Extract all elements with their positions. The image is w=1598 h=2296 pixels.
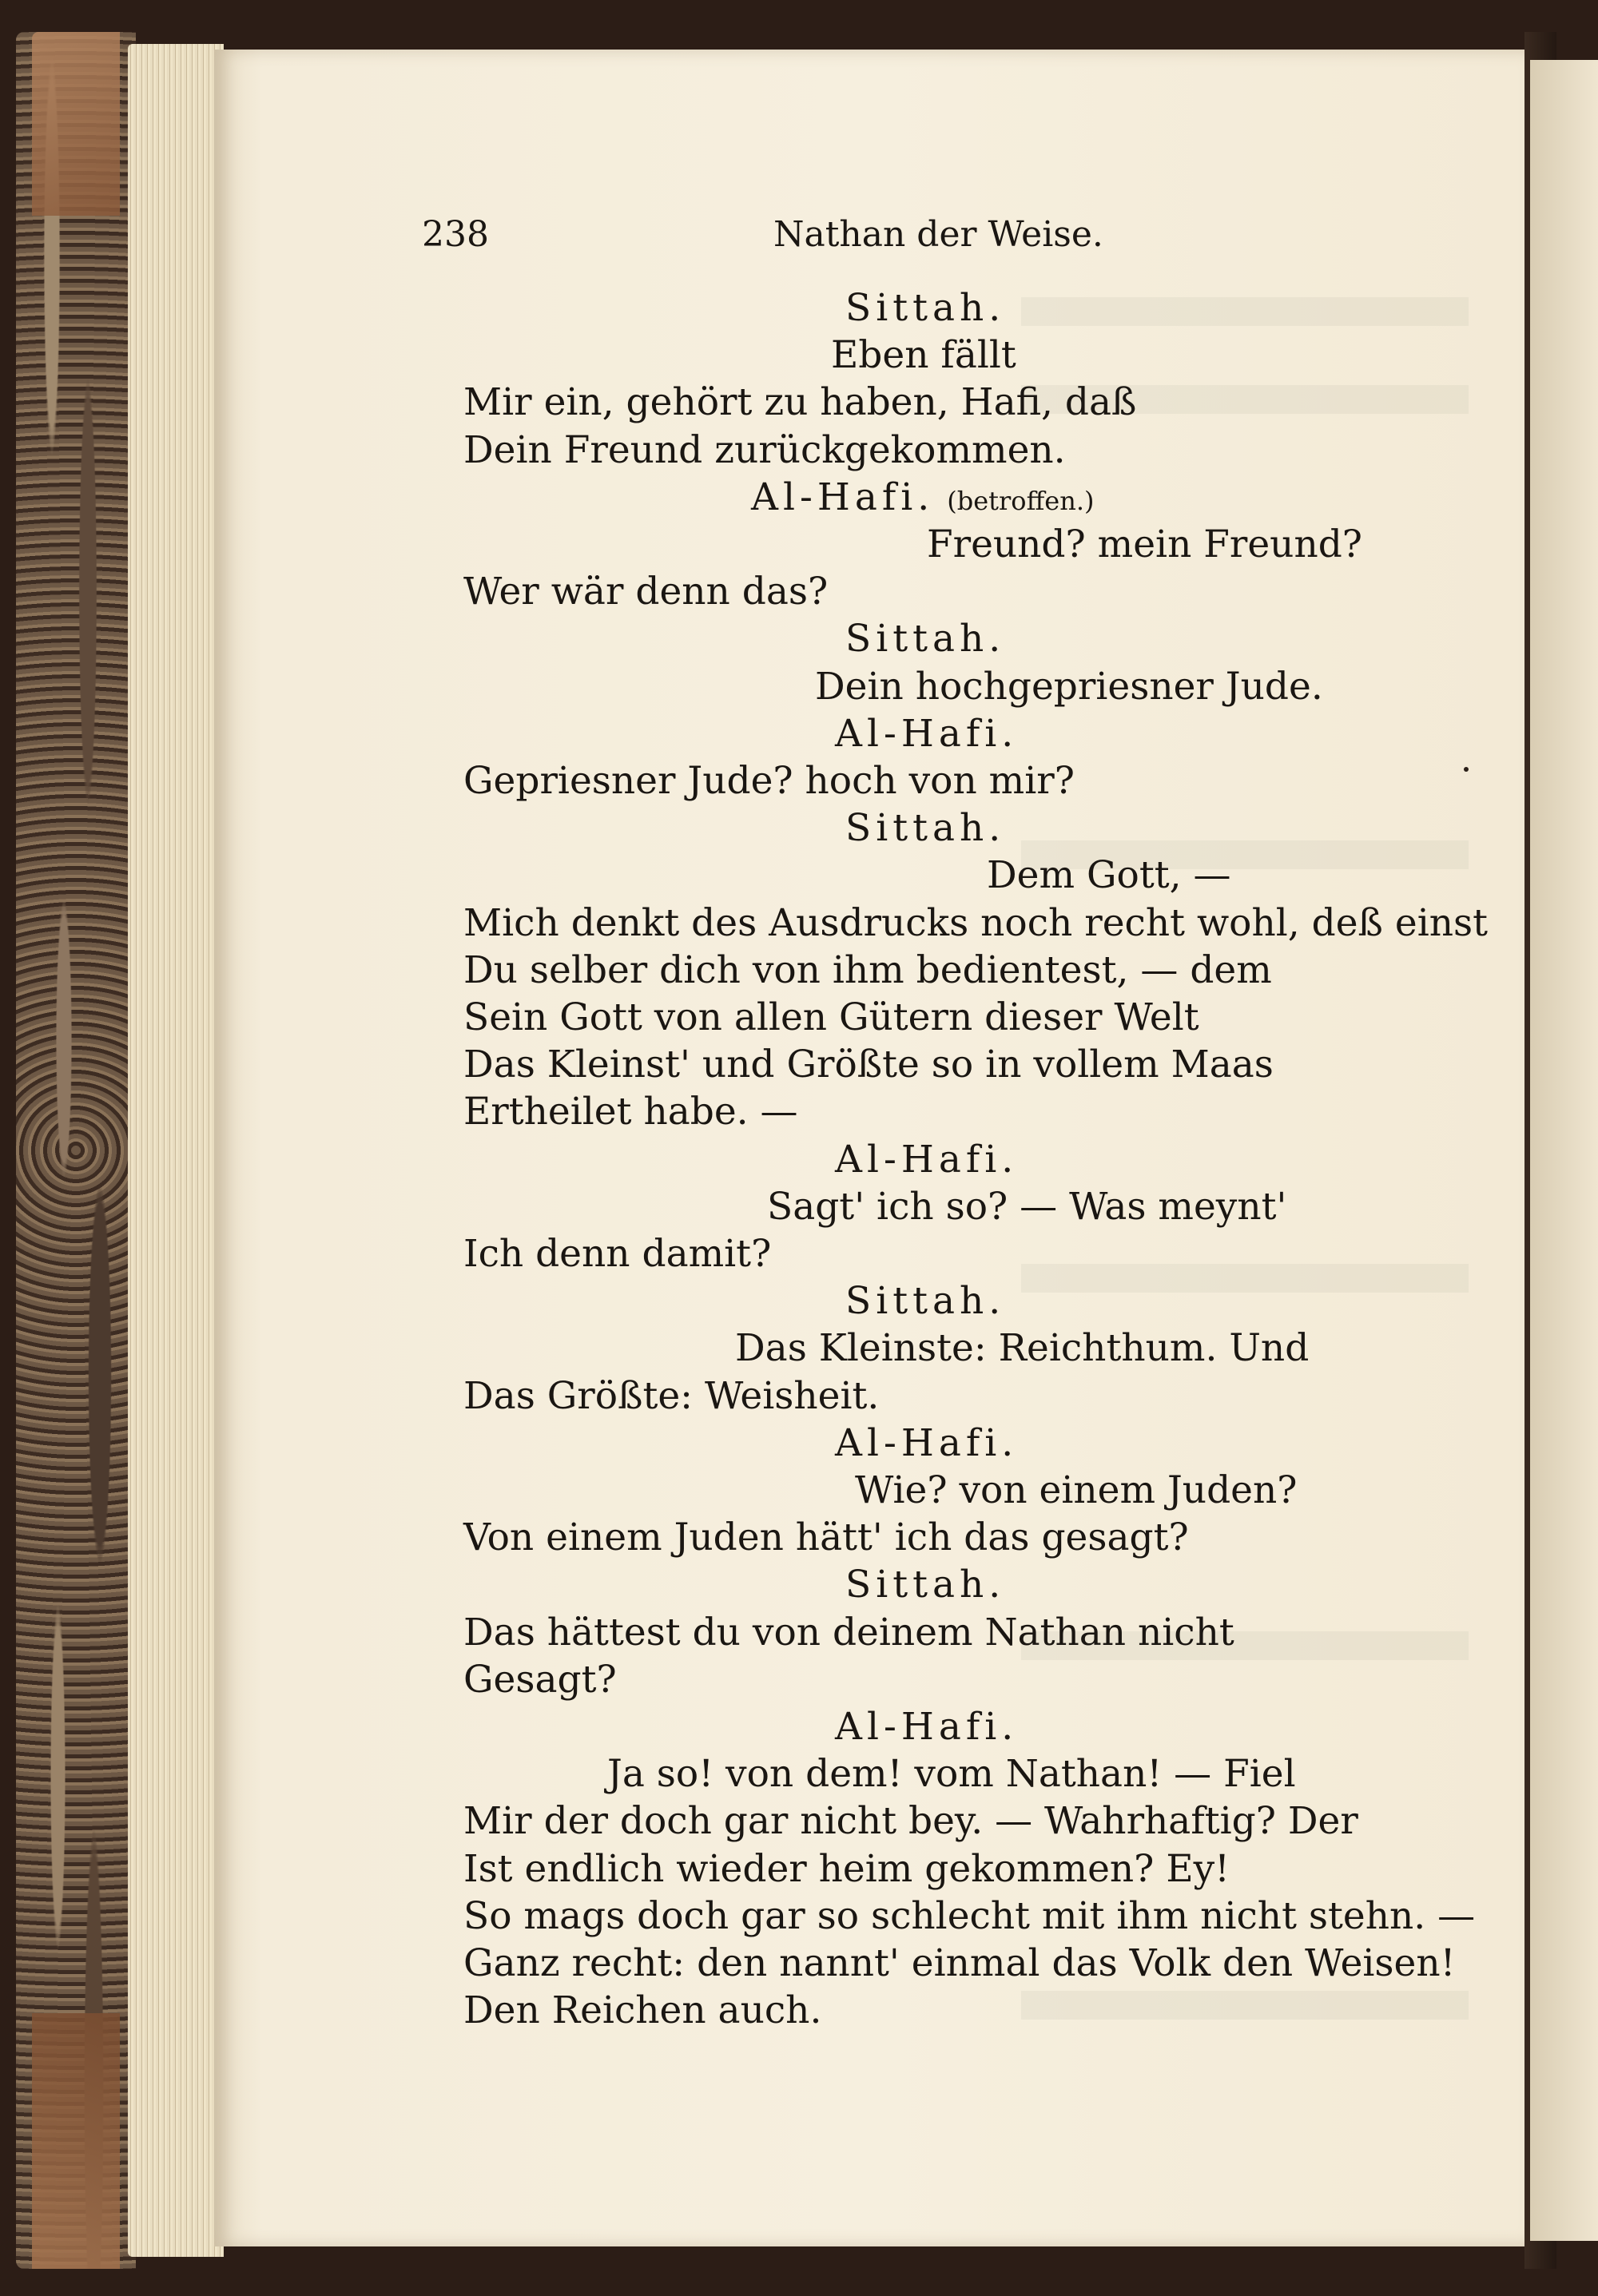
- bleed-through: [1021, 1991, 1469, 2020]
- page-number: 238: [422, 214, 489, 255]
- verse-line: [463, 995, 1199, 1039]
- line-text: Sein Gott von allen Gütern dieser Welt: [463, 995, 1199, 1039]
- line-text: Wie? von einem Juden?: [855, 1468, 1298, 1512]
- line-text: Sittah.: [845, 286, 1006, 330]
- line-text: Sittah.: [845, 617, 1006, 661]
- speaker-name: [835, 1420, 1019, 1465]
- line-text: Dem Gott, —: [987, 853, 1231, 898]
- verse-line: [767, 1184, 1287, 1229]
- line-text: Gesagt?: [463, 1657, 617, 1702]
- speaker-name: [835, 1705, 1019, 1749]
- verse-line: [463, 1090, 798, 1134]
- speaker-name: [835, 1137, 1019, 1182]
- stage-direction: (betroffen.): [947, 485, 1095, 516]
- verse-line: [463, 427, 1066, 472]
- verse-line: [927, 522, 1362, 566]
- line-text: Al-Hafi.: [835, 1137, 1019, 1182]
- verse-line: [855, 1468, 1298, 1512]
- speaker-name: [751, 475, 1095, 519]
- verse-line: [463, 1373, 880, 1418]
- line-text: Mir der doch gar nicht bey. — Wahrhaftig? Der: [463, 1799, 1358, 1844]
- line-text: Wer wär denn das?: [463, 570, 829, 614]
- verse-line: [463, 947, 1272, 992]
- ink-speck: [1464, 767, 1469, 772]
- line-text: Freund? mein Freund?: [927, 522, 1362, 566]
- verse-line: [463, 1515, 1189, 1560]
- verse-line: [463, 380, 1137, 425]
- bleed-through: [1021, 1264, 1469, 1293]
- verse-line: [463, 1988, 822, 2033]
- line-text: Das Größte: Weisheit.: [463, 1373, 880, 1418]
- line-text: Von einem Juden hätt' ich das gesagt?: [463, 1515, 1189, 1560]
- verse-line: [463, 1043, 1274, 1087]
- bleed-through: [1021, 297, 1469, 326]
- verse-line: [987, 853, 1231, 898]
- verse-line: [815, 664, 1323, 709]
- line-text: Mich denkt des Ausdrucks noch recht wohl, deß einst: [463, 900, 1489, 945]
- line-text: Das Kleinst' und Größte so in vollem Maas: [463, 1043, 1274, 1087]
- speaker-name: [845, 1563, 1006, 1607]
- speaker-name: [835, 711, 1019, 756]
- line-text: Al-Hafi.: [835, 1705, 1019, 1749]
- speaker-name: [845, 806, 1006, 851]
- line-text: Ganz recht: den nannt' einmal das Volk den Weisen!: [463, 1941, 1456, 1985]
- verse-line: [831, 333, 1016, 378]
- line-text: So mags doch gar so schlecht mit ihm nicht stehn. —: [463, 1893, 1476, 1938]
- line-text: Eben fällt: [831, 333, 1016, 378]
- line-text: Den Reichen auch.: [463, 1988, 822, 2033]
- verse-line: [463, 1610, 1234, 1654]
- verse-line: [735, 1326, 1310, 1371]
- line-text: Dein Freund zurückgekommen.: [463, 427, 1066, 472]
- cover-leather-corner-bottom: [32, 2013, 120, 2269]
- line-text: Ja so! von dem! vom Nathan! — Fiel: [607, 1752, 1296, 1797]
- line-text: Al-Hafi.: [835, 1420, 1019, 1465]
- line-text: Sittah.: [845, 806, 1006, 851]
- line-text: Dein hochgepriesner Jude.: [815, 664, 1323, 709]
- speaker-name: [845, 617, 1006, 661]
- line-text: Al-Hafi.: [835, 711, 1019, 756]
- verse-line: [463, 1893, 1476, 1938]
- line-text: Ertheilet habe. —: [463, 1090, 798, 1134]
- cover-leather-corner-top: [32, 32, 120, 216]
- speaker-name: [845, 1279, 1006, 1324]
- line-text: Ist endlich wieder heim gekommen? Ey!: [463, 1846, 1230, 1891]
- verse-line: [463, 759, 1075, 803]
- next-page-edge: [1530, 60, 1598, 2241]
- line-text: Gepriesner Jude? hoch von mir?: [463, 759, 1075, 803]
- verse-line: [463, 1941, 1456, 1985]
- verse-line: [463, 1232, 772, 1276]
- line-text: Das hättest du von deinem Nathan nicht: [463, 1610, 1234, 1654]
- line-text: Mir ein, gehört zu haben, Hafi, daß: [463, 380, 1137, 425]
- line-text: Al-Hafi.: [751, 475, 935, 519]
- line-text: Du selber dich von ihm bedientest, — dem: [463, 947, 1272, 992]
- verse-line: [463, 1799, 1358, 1844]
- marbled-cover: [16, 32, 136, 2269]
- line-text: Sittah.: [845, 1279, 1006, 1324]
- speaker-name: [845, 286, 1006, 330]
- verse-line: [463, 1846, 1230, 1891]
- line-text: Sittah.: [845, 1563, 1006, 1607]
- verse-line: [607, 1752, 1296, 1797]
- line-text: Sagt' ich so? — Was meynt': [767, 1184, 1287, 1229]
- running-title: Nathan der Weise.: [773, 214, 1103, 255]
- page-edges: [128, 44, 224, 2257]
- verse-line: [463, 1657, 617, 1702]
- verse-line: [463, 570, 829, 614]
- line-text: Ich denn damit?: [463, 1232, 772, 1276]
- line-text: Das Kleinste: Reichthum. Und: [735, 1326, 1310, 1371]
- verse-line: [463, 900, 1489, 945]
